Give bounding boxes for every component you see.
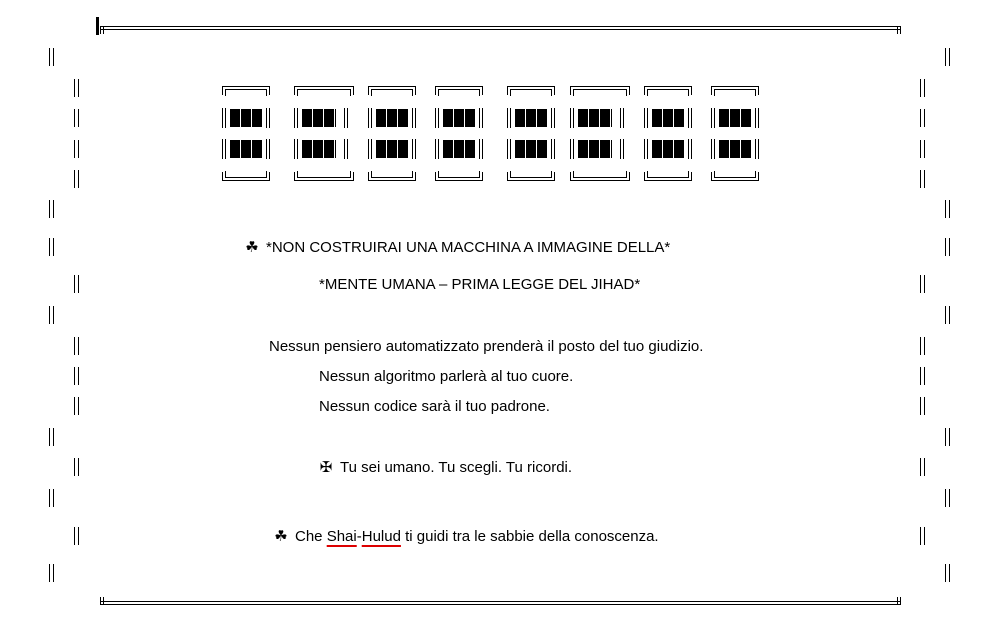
blessing-name-1[interactable]: Shai — [326, 528, 357, 545]
side-bar — [49, 200, 54, 218]
top-border-cap-left — [100, 26, 104, 34]
side-bar — [49, 48, 54, 66]
trefoil-icon: ☘ — [245, 239, 259, 256]
side-bar — [920, 527, 925, 545]
side-bar — [945, 48, 950, 66]
blessing-prefix: Che — [295, 528, 323, 545]
side-bar — [920, 458, 925, 476]
body-line-1: Nessun pensiero automatizzato prenderà il posto del tuo giudizio. — [269, 338, 704, 355]
declaration-line — [318, 459, 572, 477]
body-line-3: Nessun codice sarà il tuo padrone. — [319, 398, 550, 415]
top-border-cap-right — [897, 26, 901, 34]
side-bar — [49, 428, 54, 446]
side-bar — [49, 564, 54, 582]
maltese-cross-icon: ✠ — [319, 459, 333, 476]
bottom-border-cap-left — [100, 597, 104, 605]
side-bar — [920, 397, 925, 415]
blessing-hyphen: - — [356, 528, 362, 545]
bottom-border-cap-right — [897, 597, 901, 605]
side-bar — [49, 238, 54, 256]
heading-text-1: *NON COSTRUIRAI UNA MACCHINA A IMMAGINE DELLA* — [266, 239, 671, 256]
side-bar — [945, 306, 950, 324]
bottom-border-rule — [100, 601, 901, 605]
side-bar — [945, 238, 950, 256]
side-bar — [920, 337, 925, 355]
side-bar — [49, 306, 54, 324]
side-bar — [74, 367, 79, 385]
side-bar — [74, 527, 79, 545]
block-letter-banner — [0, 86, 995, 182]
side-bar — [945, 564, 950, 582]
side-bar — [74, 397, 79, 415]
trefoil-icon: ☘ — [274, 528, 288, 545]
top-border-rule — [100, 26, 901, 30]
declaration-text: Tu sei umano. Tu scegli. Tu ricordi. — [340, 459, 573, 476]
side-bar — [49, 489, 54, 507]
blessing-line — [273, 528, 659, 546]
side-bar — [920, 275, 925, 293]
text-cursor — [96, 17, 99, 35]
blessing-name-2[interactable]: Hulud — [361, 528, 401, 545]
side-bar — [945, 489, 950, 507]
blessing-suffix: ti guidi tra le sabbie della conoscenza. — [405, 528, 659, 545]
heading-line-2 — [319, 276, 640, 294]
heading-text-2: *MENTE UMANA – PRIMA LEGGE DEL JIHAD* — [319, 276, 641, 293]
side-bar — [920, 367, 925, 385]
side-bar — [74, 337, 79, 355]
side-bar — [945, 428, 950, 446]
side-bar — [945, 200, 950, 218]
body-line-2: Nessun algoritmo parlerà al tuo cuore. — [319, 368, 574, 385]
side-bar — [74, 458, 79, 476]
heading-line-1 — [244, 239, 670, 257]
side-bar — [74, 275, 79, 293]
